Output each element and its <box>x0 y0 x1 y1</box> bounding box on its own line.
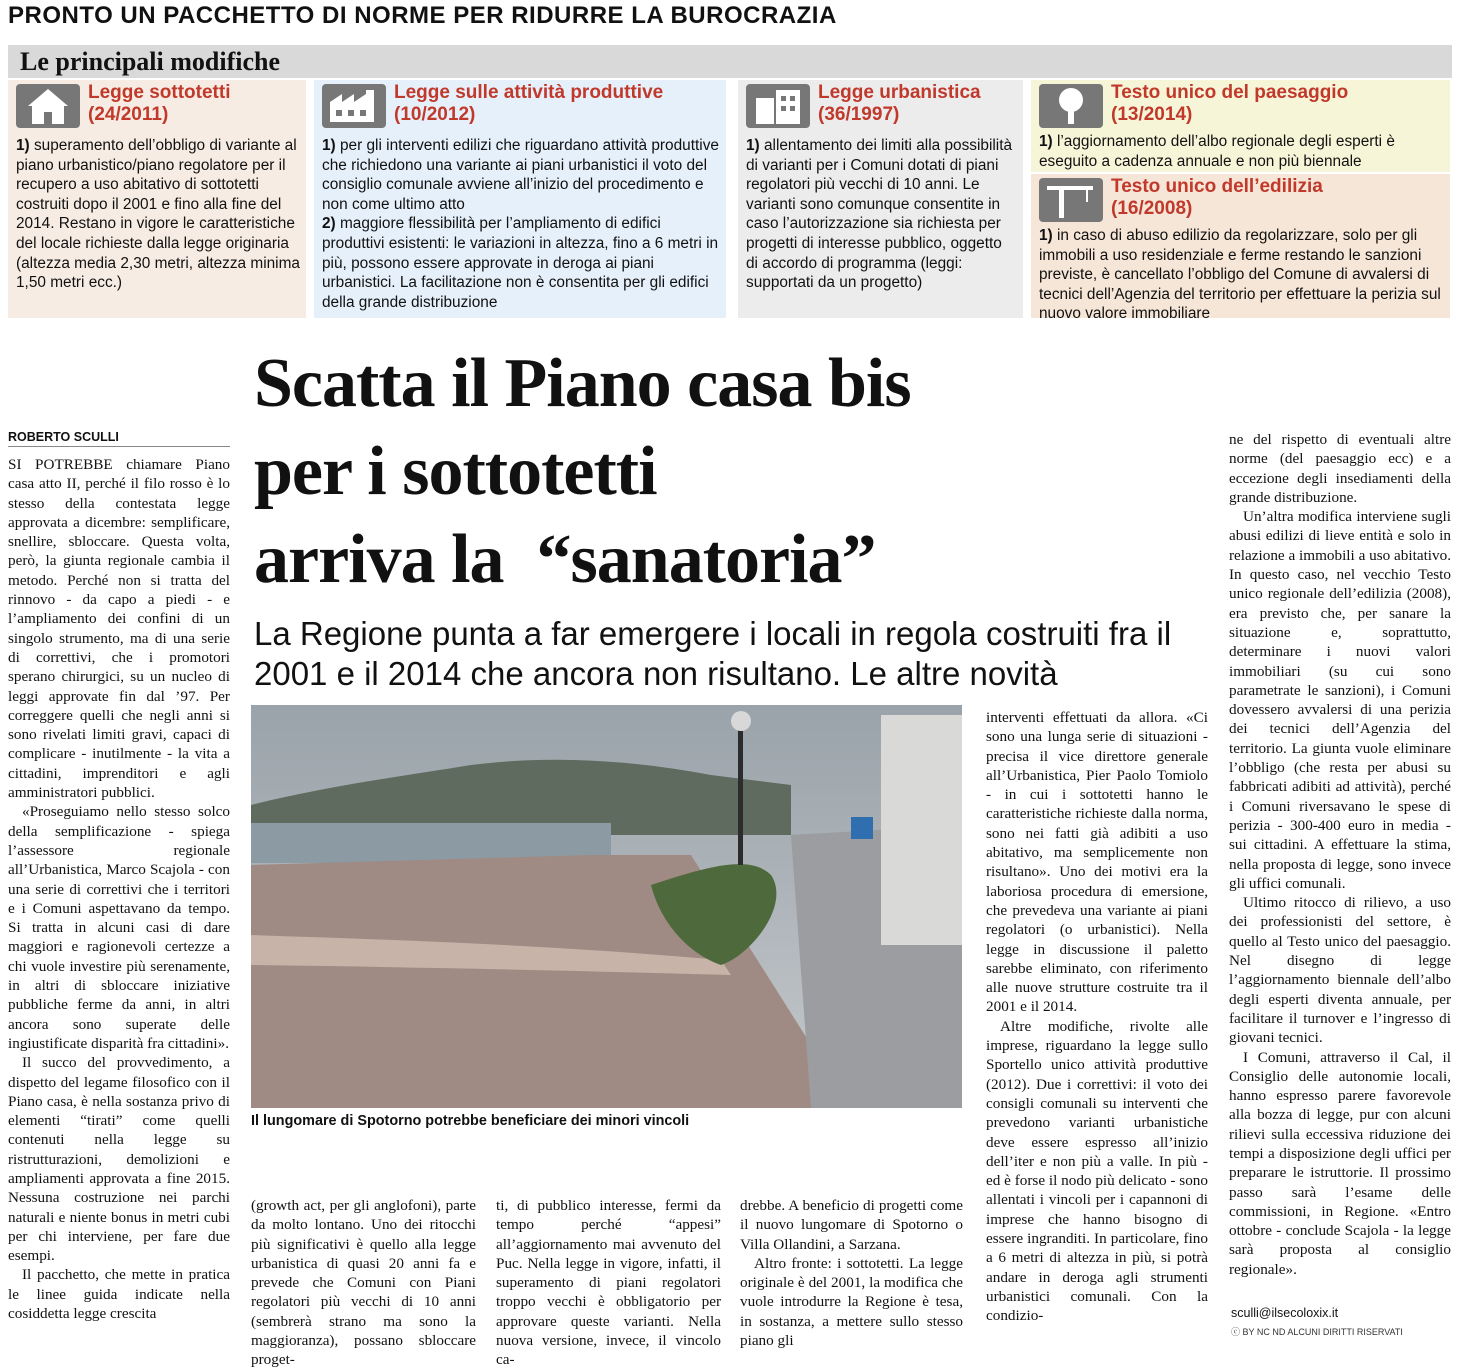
license-note <box>1231 1325 1403 1338</box>
card-title: Legge sulle attività produttive (10/2012) <box>394 82 664 125</box>
paragraph: Il pacchetto, che mette in pratica le linee guida indicate nella cosiddetta legge crescita <box>8 1266 230 1323</box>
crane-icon <box>1039 178 1103 222</box>
paragraph: drebbe. A beneficio di progetti come il nuovo lungomare di Spotorno o Villa Ollandini, a Sarzana. <box>740 1197 963 1253</box>
card-title: Legge urbanistica (36/1997) <box>818 82 981 125</box>
paragraph: SI POTREBBE chiamare Piano casa atto II, perché il filo rosso è lo stesso della contestata legge approvata a dicembre: semplificare, snellire, sbloccare. Questa volta, però, la giunta regionale cambia il metodo. Perché non si tratta del rinnovo - da capo a piedi - e l’ampliamento dei confini di un singolo strumento, ma di una serie di correttivi, che i promotori sperano chirurgici, su un nucleo di leggi approvate fin dal ’97. Per correggere quelli che negli anni si sono rivelati limiti gravi, capaci di complicare - inutilmente - la vita a cittadini, imprenditori e agli amministratori pubblici. <box>8 456 230 802</box>
factory-icon <box>322 84 386 128</box>
card-title: Legge sottotetti (24/2011) <box>88 82 231 125</box>
card-attivita-produttive <box>314 80 726 318</box>
article-column-3 <box>496 1196 721 1370</box>
kicker: PRONTO UN PACCHETTO DI NORME PER RIDURRE LA BUROCRAZIA <box>8 2 837 29</box>
paragraph: Un’altra modifica interviene sugli abusi edilizi di lieve entità e solo in relazione a immobili a uso abitativo. In questo caso, nel vecchio Testo unico regionale dell’edilizia (2008), era previsto che, per sanare la situazione e, soprattutto, determinare i nuovi valori immobiliari (su cui sono parametrate le sanzioni), i Comuni dovessero avvalersi di una perizia dei tecnici dell’Agenzia del territorio. La giunta vuole eliminare l’obbligo (che resta per abusi su fabbricati adibiti ad attività), perché i Comuni riversavano le spese di perizia - 300-400 euro in media - sui cittadini. A effettuare la stima, nella proposta di legge, sono invece gli uffici comunali. <box>1229 508 1451 892</box>
card-body: 1) l’aggiornamento dell’albo regionale degli esperti è eseguito a cadenza annuale e non più biennale <box>1039 133 1395 170</box>
card-title: Testo unico dell’edilizia (16/2008) <box>1111 176 1323 219</box>
article-column-2 <box>251 1196 476 1370</box>
subhead: La Regione punta a far emergere i locali in regola costruiti fra il 2001 e il 2014 che ancora non risultano. Le altre novità <box>254 615 1172 692</box>
creative-commons-icon: ⓒ <box>1231 1327 1241 1337</box>
paragraph: I Comuni, attraverso il Cal, il Consiglio delle autonomie locali, hanno espresso parere favorevole alla bozza di legge, pur con alcuni rilievi sulla eccessiva riduzione dei tempi a disposizione degli uffici per preparare le istruttorie. Il prossimo passo sarà l’esame delle commissioni, in Regione. «Entro ottobre - conclude Scajola - la legge sarà proposta al consiglio regionale». <box>1229 1048 1451 1278</box>
card-legge-urbanistica <box>738 80 1023 318</box>
card-testo-paesaggio <box>1031 80 1450 172</box>
box-header <box>8 45 1452 78</box>
card-title: Testo unico del paesaggio (13/2014) <box>1111 82 1349 125</box>
paragraph: ti, di pubblico interesse, fermi da tempo perché “appesi” all’aggiornamento mai avvenuto del Puc. Nella legge in vigore, infatti, il superamento di piani regolatori troppo vecchi è obbligatorio per approvare queste varianti. Nella nuova versione, invece, il vincolo ca- <box>496 1197 721 1369</box>
tree-icon <box>1039 84 1103 128</box>
card-body: 1) allentamento dei limiti alla possibilità di varianti per i Comuni dotati di piani regolatori più vecchi di 10 anni. Le varianti sono comunque consentite in caso l’autorizzazione sia richiesta per progetti di interesse pubblico, oggetto di accordo di programma (leggi: supportati da un progetto) <box>746 137 1013 292</box>
paragraph: Altre modifiche, rivolte alle imprese, riguardano la legge sullo Sportello unico attività produttive (2012). Due i correttivi: il voto dei consigli comunali su interventi che prevedono varianti urbanistiche deve essere espresso all’inizio dell’iter e non più a valle. In più - ed è forse il nodo più delicato - sono allentati i vincoli per i capannoni di imprese che hanno bisogno di essere ingranditi. In particolare, fino a 6 metri di altezza in più, si potrà andare in deroga agli strumenti urbanistici comunali. Con la condizio- <box>986 1017 1208 1325</box>
article-column-6 <box>1229 430 1451 1279</box>
byline: ROBERTO SCULLI <box>8 430 230 447</box>
buildings-icon <box>746 84 810 128</box>
license-text: BY NC ND ALCUNI DIRITTI RISERVATI <box>1242 1327 1403 1337</box>
headline: Scatta il Piano casa bis per i sottotetti arriva la “sanatoria” <box>254 345 911 598</box>
paragraph: (growth act, per gli anglofoni), parte da molto lontano. Uno dei ritocchi più significativi è quello alla legge urbanistica di quasi 20 anni fa e prevede che Comuni con Piani regolatori più vecchi di 10 anni (sembrerà strano ma sono la maggioranza), possano sbloccare proget- <box>251 1197 476 1369</box>
paragraph: Ultimo ritocco di rilievo, a uso dei professionisti del settore, è quello al Testo unico del paesaggio. Nel disegno di legge l’aggiornamento biennale dell’albo degli esperti diventa annuale, per facilitare il turnover e l’ingresso di giovani tecnici. <box>1229 894 1451 1047</box>
author-email[interactable]: sculli@ilsecoloxix.it <box>1231 1306 1339 1320</box>
photo-caption: Il lungomare di Spotorno potrebbe beneficiare dei minori vincoli <box>251 1113 690 1129</box>
card-body: 1) superamento dell’obbligo di variante al piano urbanistico/piano regolatore per il recupero a uso abitativo di sottotetti costruiti dopo il 2001 e fino alla fine del 2014. Restano in vigore le caratteristiche del locale richieste dalla legge originaria (altezza media 2,30 metri, altezza minima 1,50 metri ecc.) <box>16 137 300 292</box>
card-body: 1) per gli interventi edilizi che riguardano attività produttive che richiedono una variante ai piani urbanistici il voto del consiglio comunale avviene all’inizio del procedimento e non come ultimo atto 2) maggiore flessibilità per l’ampliamento di edifici produttivi esistenti: le variazioni in altezza, fino a 6 metri in più, possono essere approvate in deroga ai piani urbanistici. La facilitazione non è consentita per gli edifici della grande distribuzione <box>322 137 719 311</box>
box-title: Le principali modifiche <box>20 47 280 76</box>
article-column-1 <box>8 455 230 1323</box>
paragraph: interventi effettuati da allora. «Ci sono una lunga serie di situazioni - precisa il vice direttore generale all’Urbanistica, Pier Paolo Tomiolo - in cui i sottotetti hanno le caratteristiche richieste dalla norma, sono nei fatti già adibiti a uso abitativo, ma semplicemente non risultano». Uno dei motivi era la laboriosa procedura di emersione, che prevedeva una variante ai piani regolatori (o urbanistici). Nella legge in discussione il paletto sarebbe eliminato, con riferimento alle nuove strutture costruite tra il 2001 e il 2014. <box>986 709 1208 1016</box>
photo-lungomare-spotorno <box>251 705 962 1108</box>
article-column-5 <box>986 708 1208 1326</box>
paragraph: Altro fronte: i sottotetti. La legge originale è del 2001, la modifica che vuole introdurre la Regione è tesa, in sostanza, a mettere sullo stesso piano gli <box>740 1254 963 1350</box>
paragraph: Il succo del provvedimento, a dispetto del legame filosofico con il Piano casa, è nella sostanza privo di elementi “tirati” come quelli contenuti nella legge su ristrutturazioni, demolizioni e ampliamenti approvata a fine 2015. Nessuna costruzione nei parchi naturali e niente bonus in metri cubi per chi interviene, per fare due esempi. <box>8 1054 230 1265</box>
card-legge-sottotetti <box>8 80 306 318</box>
paragraph: «Proseguiamo nello stesso solco della semplificazione - spiega l’assessore regionale all’Urbanistica, Marco Scajola - con una serie di correttivi che i territori e i Comuni aspettavano da tempo. Si tratta in alcuni casi di dare maggiori e ragionevoli certezze a chi vuole investire più serenamente, in altri di sbloccare iniziative pubbliche ferme da anni, in altri ancora sono superate delle ingiustificate disparità fra cittadini». <box>8 803 230 1052</box>
card-body: 1) in caso di abuso edilizio da regolarizzare, solo per gli immobili a uso residenziale e ferme restando le sanzioni previste, è cancellato l’obbligo del Comune di avvalersi di tecnici dell’Agenzia del territorio per effettuare la perizia sul nuovo valore immobiliare <box>1039 227 1441 323</box>
article-column-4 <box>740 1196 963 1350</box>
house-icon <box>16 84 80 128</box>
paragraph: ne del rispetto di eventuali altre norme (del paesaggio ecc) e a eccezione degli insediamenti della grande distribuzione. <box>1229 431 1451 506</box>
card-testo-edilizia <box>1031 174 1450 323</box>
